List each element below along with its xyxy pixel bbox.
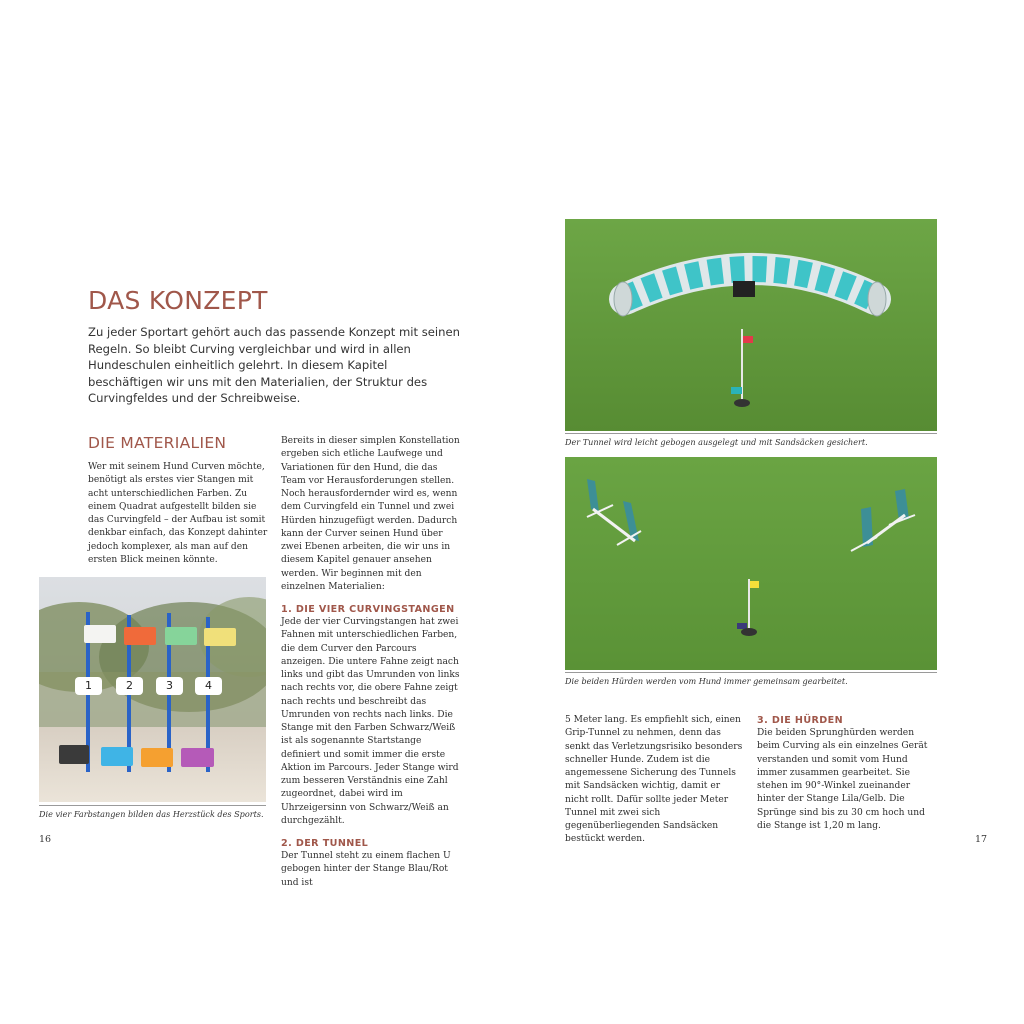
chapter-title: DAS KONZEPT bbox=[88, 286, 268, 315]
tunnel-text: Der Tunnel steht zu einem flachen U gebogen hinter der Stange Blau/Rot und ist bbox=[281, 851, 451, 888]
text-column-2 bbox=[281, 435, 463, 890]
pole-number-3: 3 bbox=[156, 677, 183, 695]
page-number-right: 17 bbox=[975, 834, 988, 845]
photo-hurdles bbox=[565, 457, 937, 670]
col2-paragraph: Bereits in dieser simplen Konstellation ergeben sich etliche Laufwege und Variationen für den Hund, die das Team vor Herausforderungen stellen. Noch herausfordernder wird es, wenn dem Curvingfeld ein Tunnel und zwei Hürden hinzugefügt werden. Dadurch kann der Curver seinen Hund über zwei Ebenen arbeiten, die wir uns in diesem Kapitel genauer ansehen werden. Wir beginnen mit den einzelnen Materialien: bbox=[281, 436, 460, 592]
photo-color-poles bbox=[39, 577, 266, 802]
caption-color-poles: Die vier Farbstangen bilden das Herzstück des Sports. bbox=[39, 809, 264, 819]
caption-rule-left bbox=[39, 805, 266, 806]
caption-tunnel: Der Tunnel wird leicht gebogen ausgelegt und mit Sandsäcken gesichert. bbox=[565, 437, 868, 447]
subheading-huerden: 3. DIE HÜRDEN bbox=[757, 715, 844, 726]
huerden-text: Die beiden Sprunghürden werden beim Curving als ein einzelnes Gerät verstanden und somit vom Hund immer zusammen gearbeitet. Sie stehen im 90°-Winkel zueinander hinter der Stange Lila/Gelb. Die Sprünge sind bis zu 30 cm hoch und die Stange ist 1,20 m lang. bbox=[757, 728, 928, 831]
subheading-curvingstangen: 1. DIE VIER CURVINGSTANGEN bbox=[281, 604, 455, 615]
text-column-3: 5 Meter lang. Es empfiehlt sich, einen Grip-Tunnel zu nehmen, denn das senkt das Verletzungsrisiko besonders schneller Hunde. Zudem ist die angemessene Sicherung des Tunnels mit Sandsäcken wichtig, damit er nicht rollt. Dafür sollte jeder Meter Tunnel mit zwei sich gegenüberliegenden Sandsäcken bestückt werden. bbox=[565, 715, 743, 845]
text-column-4 bbox=[757, 714, 937, 833]
section-title-materialien: DIE MATERIALIEN bbox=[88, 434, 227, 452]
text-column-1: Wer mit seinem Hund Curven möchte, benötigt als erstes vier Stangen mit acht unterschiedlichen Farben. Zu einem Quadrat aufgestellt bilden sie das Curvingfeld – der Aufbau ist somit denkbar einfach, das Konzept dahinter jedoch komplexer, als man auf den ersten Blick meinen könnte. bbox=[88, 462, 268, 565]
photo-tunnel bbox=[565, 219, 937, 431]
page-number-left: 16 bbox=[39, 834, 52, 845]
caption-rule-tunnel bbox=[565, 433, 937, 434]
chapter-intro: Zu jeder Sportart gehört auch das passende Konzept mit seinen Regeln. So bleibt Curving vergleichbar und wird in allen Hundeschulen einheitlich gelehrt. In diesem Kapitel beschäftigen wir uns mit den Materialien, der Struktur des Curvingfeldes und der Schreibweise. bbox=[88, 325, 460, 406]
curvingstangen-text: Jede der vier Curvingstangen hat zwei Fahnen mit unterschiedlichen Farben, die dem Curver den Parcours anzeigen. Die untere Fahne zeigt nach links und gibt das Umrunden von links nach rechts vor, die obere Fahne zeigt nach rechts und beschreibt das Umrunden von rechts nach links. Die Stange mit den Farben Schwarz/Weiß ist als sogenannte Startstange definiert und somit immer die erste Aktion im Parcours. Jeder Stange wird zum besseren Verständnis eine Zahl zugeordnet, dabei wird im Uhrzeigersinn von Schwarz/Weiß an durchgezählt. bbox=[281, 617, 460, 826]
pole-number-1: 1 bbox=[75, 677, 102, 695]
caption-hurdles: Die beiden Hürden werden vom Hund immer gemeinsam gearbeitet. bbox=[565, 676, 848, 686]
pole-number-2: 2 bbox=[116, 677, 143, 695]
pole-number-4: 4 bbox=[195, 677, 222, 695]
caption-rule-hurdles bbox=[565, 672, 937, 673]
subheading-tunnel: 2. DER TUNNEL bbox=[281, 838, 369, 849]
